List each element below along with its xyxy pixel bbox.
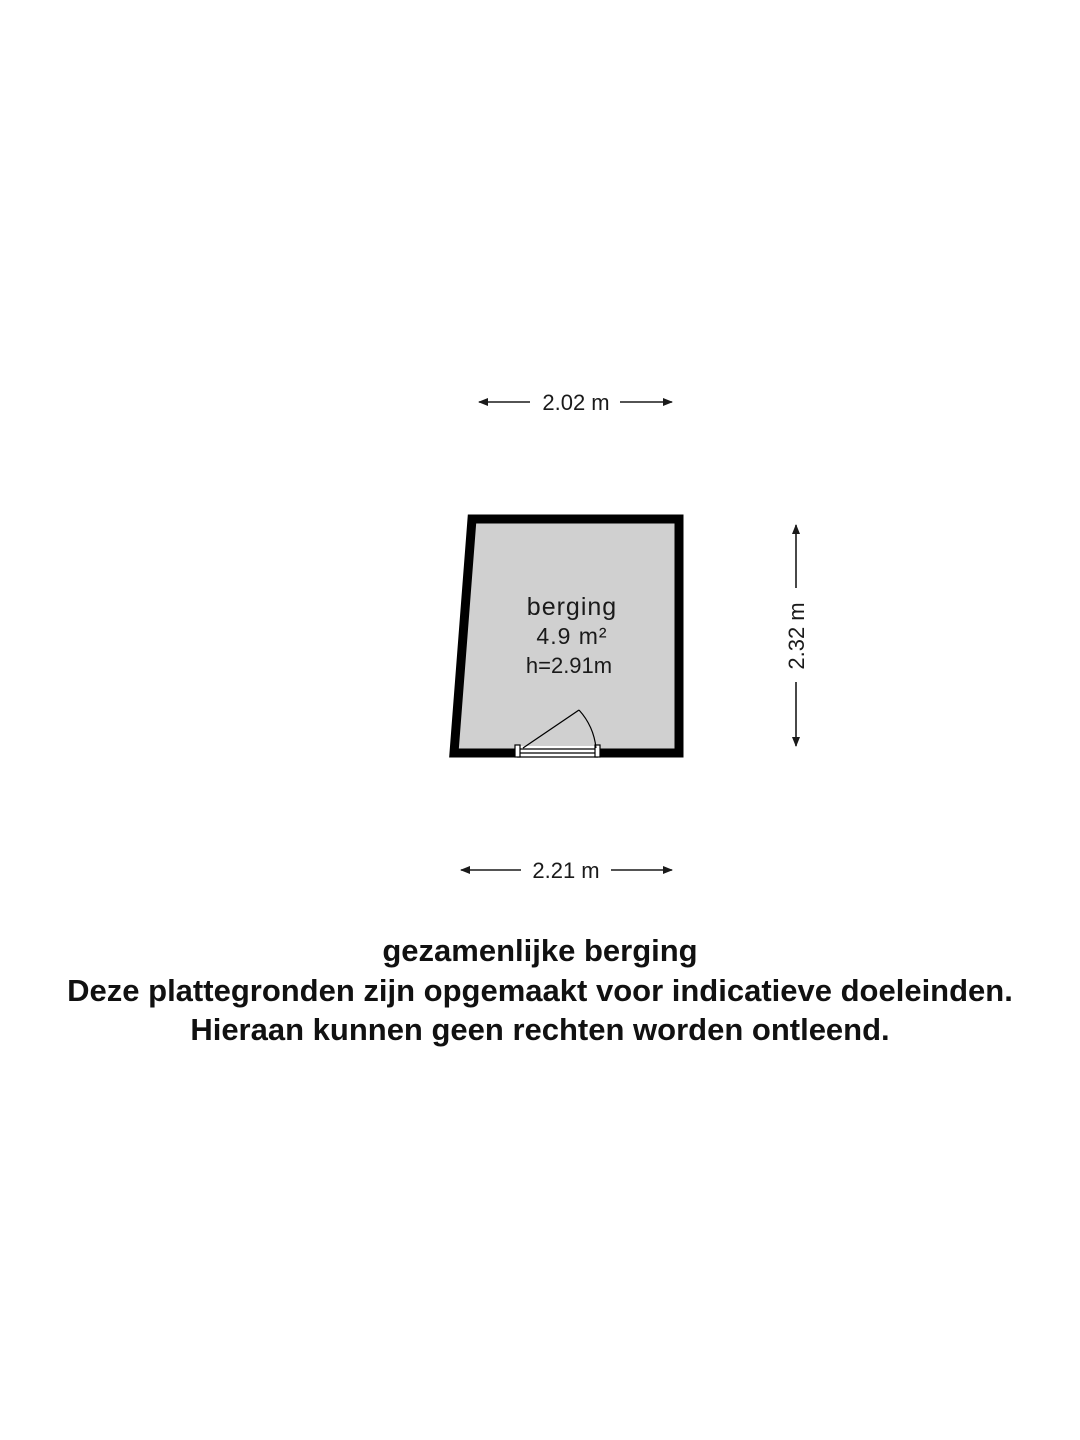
dimension-bottom-label: 2.21 m xyxy=(532,858,600,883)
caption-disclaimer-line1: Deze plattegronden zijn opgemaakt voor indicatieve doeleinden. xyxy=(67,973,1013,1008)
room-berging xyxy=(454,519,679,759)
dimension-top-label: 2.02 m xyxy=(542,390,610,415)
dimension-right-label: 2.32 m xyxy=(784,602,809,670)
dimension-top xyxy=(479,390,672,415)
room-height: h=2.91m xyxy=(525,653,613,678)
room-area: 4.9 m² xyxy=(536,623,608,649)
dimension-bottom xyxy=(461,858,672,883)
dimension-right xyxy=(784,525,809,746)
caption-title: gezamenlijke berging xyxy=(382,933,698,968)
room-name: berging xyxy=(526,593,618,621)
caption-disclaimer-line2: Hieraan kunnen geen rechten worden ontleend. xyxy=(190,1012,890,1047)
